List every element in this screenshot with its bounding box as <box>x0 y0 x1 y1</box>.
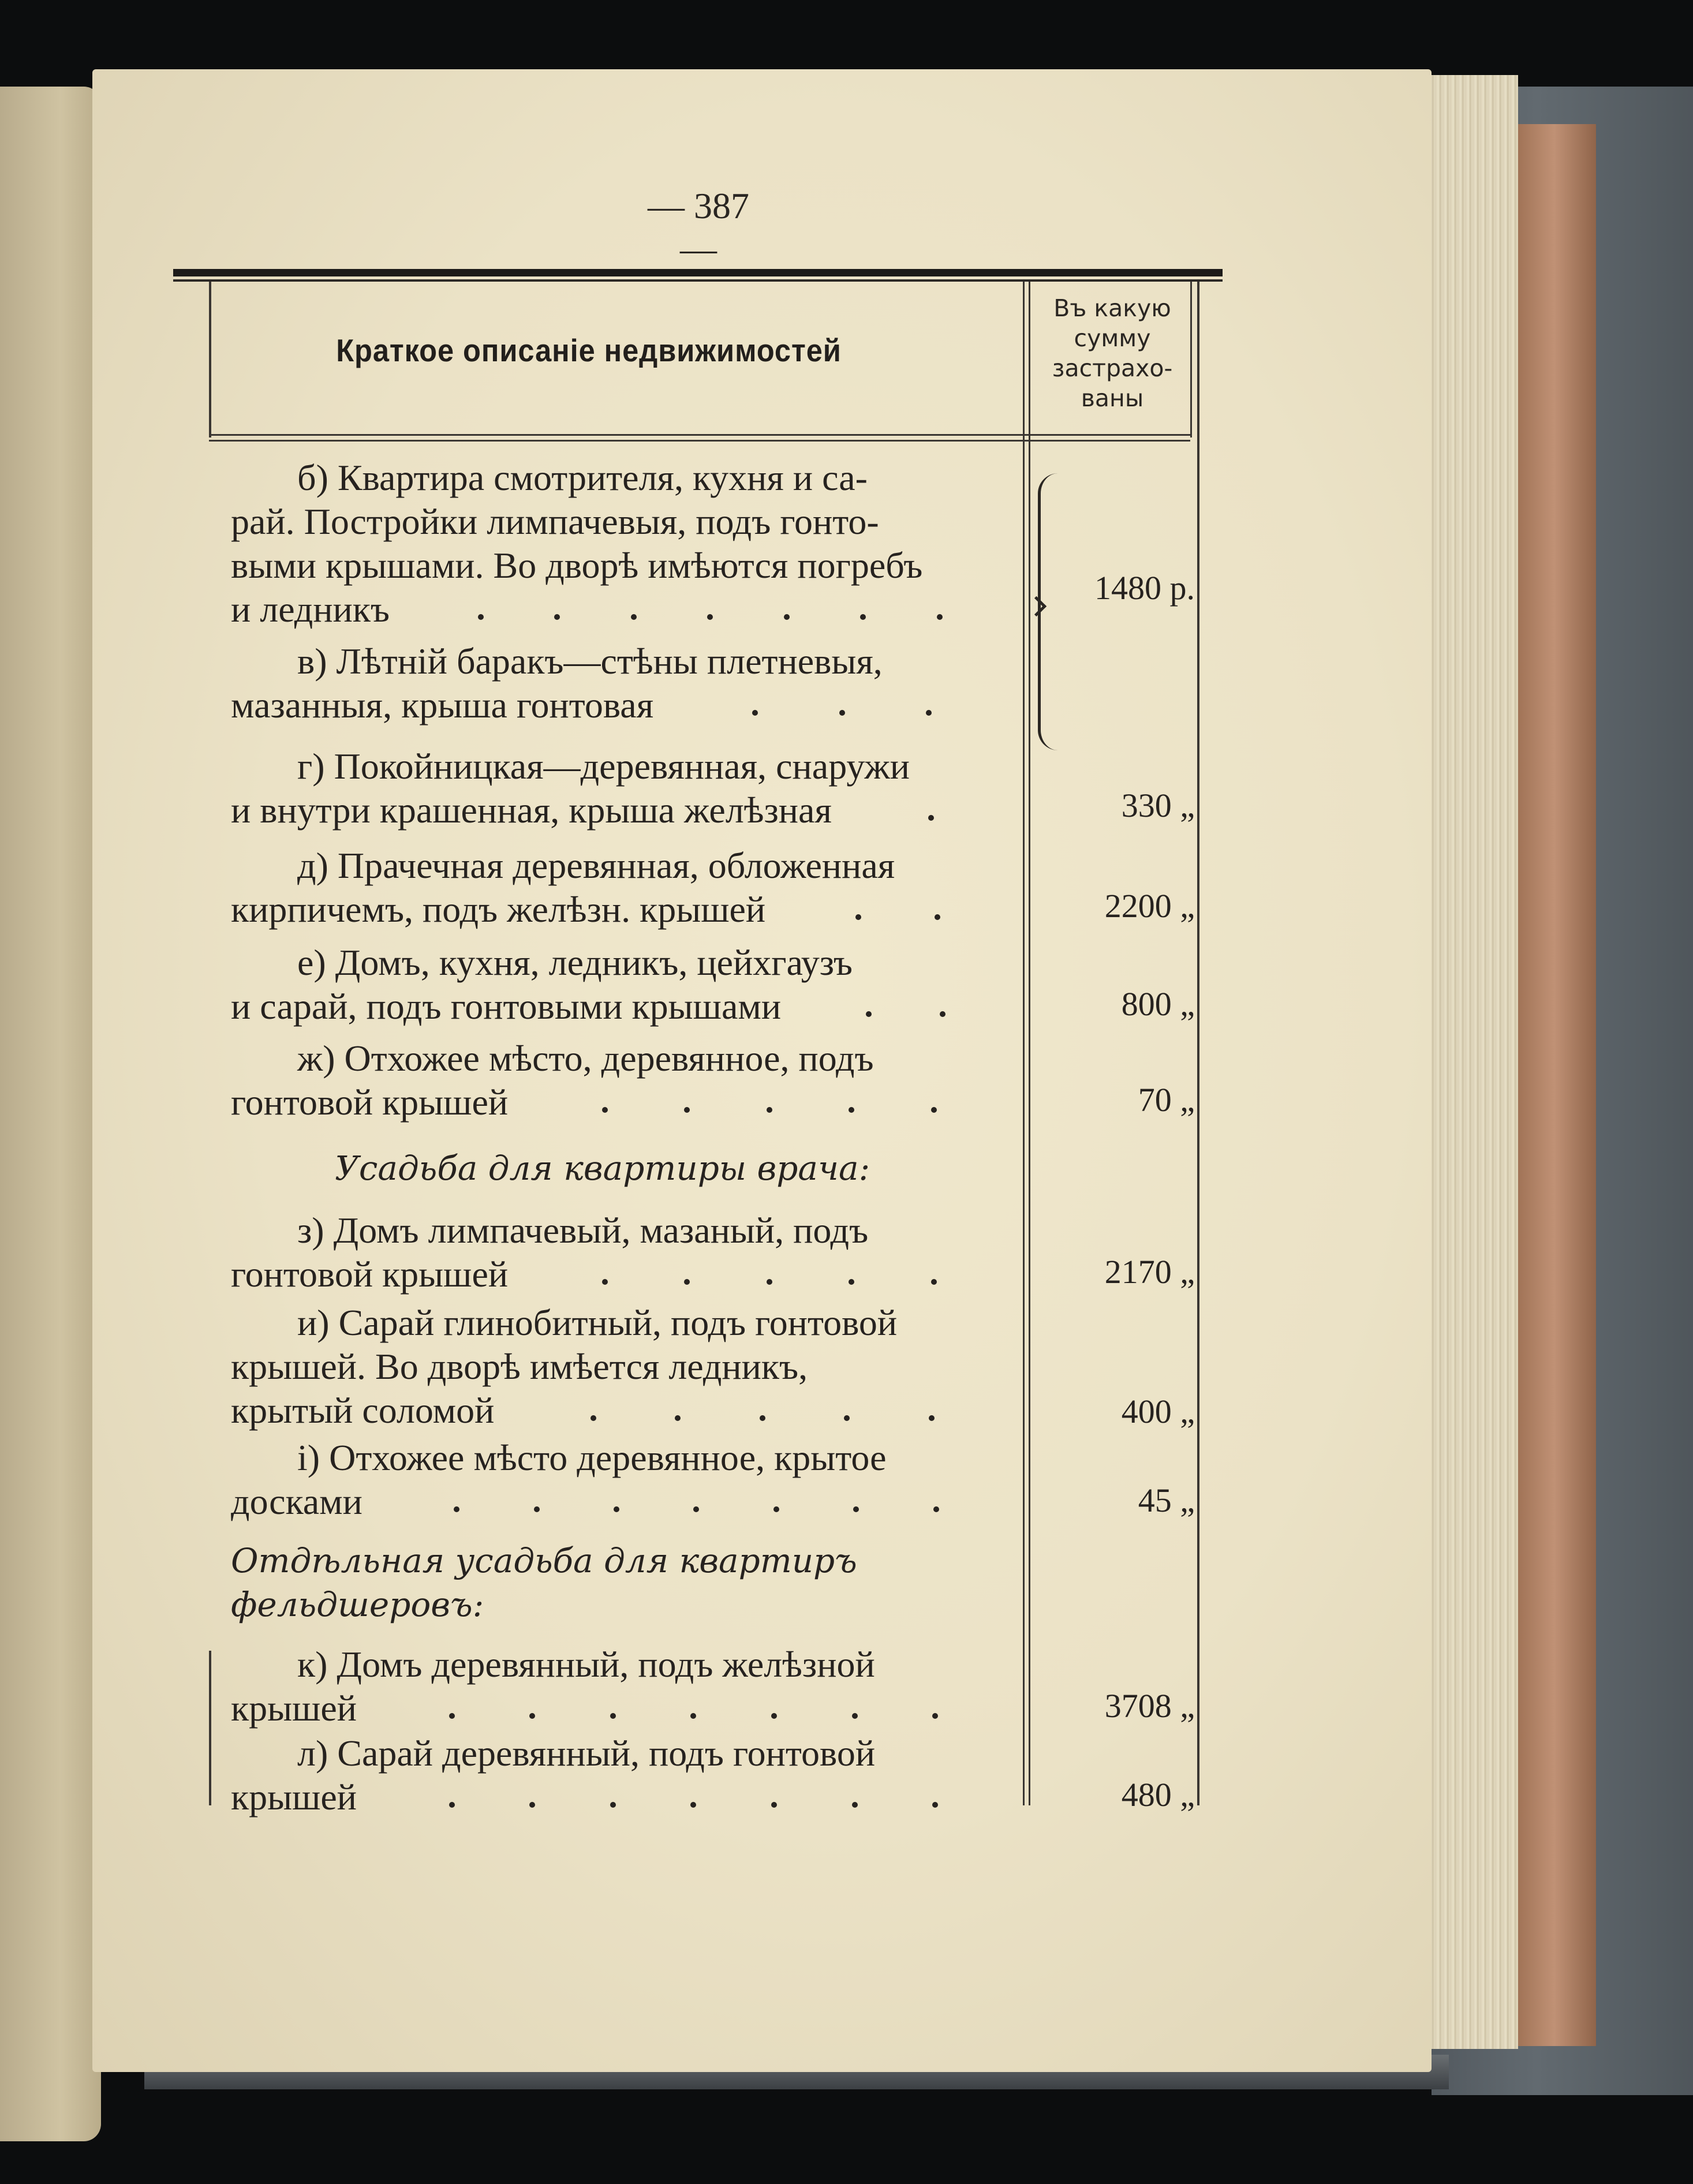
entry-line: л) Сарай деревянный, подъ гонтовой <box>297 1733 876 1774</box>
table-left-border-lower <box>209 1651 211 1805</box>
entry-line: крытый соломой <box>231 1390 495 1431</box>
entry-line: досками <box>231 1481 362 1522</box>
table-column-divider-2 <box>1029 282 1030 1805</box>
entry-i <box>231 1301 1013 1433</box>
entry-line: крышей <box>231 1688 357 1729</box>
header-sum-line: ваны <box>1081 384 1144 412</box>
table-top-rule <box>173 269 1223 276</box>
entry-line: д) Прачечная деревянная, обложенная <box>297 845 895 886</box>
leader-dots <box>508 1252 1013 1296</box>
header-sum-line: сумму <box>1074 324 1151 352</box>
entry-line: и ледникъ <box>231 589 390 630</box>
amount-i-dec: 45 „ <box>1138 1482 1195 1519</box>
entry-i-dec <box>231 1436 1013 1524</box>
entry-line: гонтовой крышей <box>231 1082 509 1123</box>
column-header-description: Краткое описаніе недвижимостей <box>336 332 842 368</box>
leader-dots <box>653 683 1013 727</box>
entry-g <box>231 745 1013 832</box>
header-rule-2 <box>209 440 1190 442</box>
entry-zh <box>231 1037 1013 1124</box>
entry-line: гонтовой крышей <box>231 1254 509 1295</box>
table-column-divider <box>1023 282 1025 1805</box>
book-cover-left <box>0 87 101 2141</box>
section-title-doctor: Усадьба для квартиры врача: <box>335 1149 870 1188</box>
entry-line: г) Покойницкая—деревянная, снаружи <box>297 746 910 787</box>
leader-dots <box>357 1686 1013 1730</box>
amount-g: 330 „ <box>1121 787 1195 824</box>
table-left-border <box>209 282 211 437</box>
page-number: — 387 — <box>648 185 749 269</box>
entry-line: крышей <box>231 1777 357 1817</box>
entry-line: и) Сарай глинобитный, подъ гонтовой <box>297 1302 898 1343</box>
amount-d: 2200 „ <box>1104 887 1195 925</box>
amount-zh: 70 „ <box>1138 1081 1195 1119</box>
leader-dots <box>832 788 1013 832</box>
column-header-sum <box>1029 293 1196 413</box>
entry-k <box>231 1643 1013 1730</box>
leader-dots <box>508 1080 1013 1124</box>
leader-dots <box>781 985 1013 1029</box>
leader-dots <box>765 888 1013 932</box>
entry-line: и сарай, подъ гонтовыми крышами <box>231 986 782 1027</box>
entry-line: з) Домъ лимпачевый, мазаный, подъ <box>297 1210 869 1251</box>
section-title-line: Отдѣльная усадьба для квартиръ <box>231 1541 857 1580</box>
entry-line: е) Домъ, кухня, ледникъ, цейхгаузъ <box>297 942 853 983</box>
section-title-line: фельдшеровъ: <box>231 1585 484 1624</box>
entry-line: кирпичемъ, подъ желѣзн. крышей <box>231 889 766 930</box>
entry-line: крышей. Во дворѣ имѣется ледникъ, <box>231 1346 808 1387</box>
page-edges <box>1420 75 1518 2049</box>
amount-i: 400 „ <box>1121 1393 1195 1430</box>
entry-line: к) Домъ деревянный, подъ желѣзной <box>297 1644 875 1685</box>
leader-dots <box>362 1480 1013 1524</box>
leader-dots <box>390 588 1013 631</box>
entry-line: выми крышами. Во дворѣ имѣются погребъ <box>231 545 923 586</box>
entry-b <box>231 456 1013 631</box>
header-sum-line: Въ какую <box>1053 294 1171 322</box>
amount-k: 3708 „ <box>1104 1687 1195 1725</box>
amount-l: 480 „ <box>1121 1776 1195 1813</box>
entry-line: рай. Постройки лимпачевыя, подъ гонто- <box>231 501 879 542</box>
entry-line: мазанныя, крыша гонтовая <box>231 685 654 725</box>
book-board-edge <box>1512 124 1596 2046</box>
entry-v <box>231 640 1013 727</box>
entry-z <box>231 1209 1013 1296</box>
entry-line: б) Квартира смотрителя, кухня и са- <box>297 457 868 498</box>
amount-bracketed: 1480 р. <box>1094 569 1195 607</box>
amount-e: 800 „ <box>1121 985 1195 1023</box>
entry-line: і) Отхожее мѣсто деревянное, крытое <box>297 1437 887 1478</box>
section-title-feldshers <box>231 1539 1013 1626</box>
leader-dots <box>494 1389 1013 1433</box>
header-rule <box>209 434 1190 436</box>
header-sum-line: застрахо- <box>1052 354 1173 382</box>
amount-z: 2170 „ <box>1104 1253 1195 1291</box>
entry-line: в) Лѣтній баракъ—стѣны плетневыя, <box>297 641 883 682</box>
table-top-rule-thin <box>173 279 1223 282</box>
entry-line: ж) Отхожее мѣсто, деревянное, подъ <box>297 1038 874 1079</box>
entry-line: и внутри крашенная, крыша желѣзная <box>231 790 832 831</box>
entry-d <box>231 844 1013 932</box>
entry-e <box>231 941 1013 1029</box>
entry-l <box>231 1732 1013 1819</box>
leader-dots <box>357 1775 1013 1819</box>
table-right-border-2 <box>1197 282 1199 1805</box>
